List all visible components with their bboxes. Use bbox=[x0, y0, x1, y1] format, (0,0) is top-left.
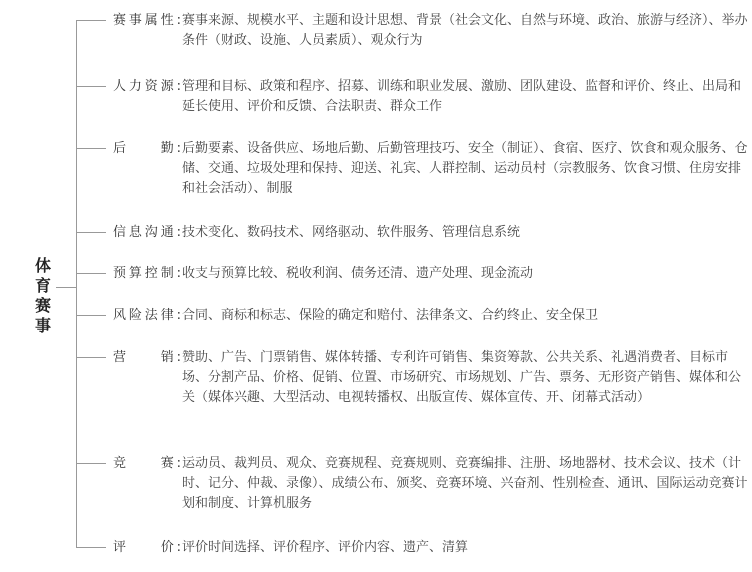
category-items: 合同、商标和标志、保险的确定和赔付、法律条文、合约终止、安全保卫 bbox=[182, 308, 599, 323]
branch-line-budget bbox=[76, 273, 106, 274]
branch-line-attributes bbox=[76, 20, 106, 21]
category-label: 赛事属性: bbox=[113, 13, 181, 28]
category-label: 后 勤: bbox=[113, 141, 181, 156]
category-items: 技术变化、数码技术、网络驱动、软件服务、管理信息系统 bbox=[182, 225, 521, 240]
branch-line-competition bbox=[76, 463, 106, 464]
category-label: 竞 赛: bbox=[113, 456, 181, 471]
category-items: 赛事来源、规模水平、主题和设计思想、背景（社会文化、自然与环境、政治、旅游与经济）、举办条件（财政、设施、人员素质）、观众行为 bbox=[182, 13, 748, 48]
branch-line-marketing bbox=[76, 357, 106, 358]
category-items: 运动员、裁判员、观众、竞赛规程、竞赛规则、竞赛编排、注册、场地器材、技术会议、技术（计时、记分、仲裁、录像）、成绩公布、颁奖、竞赛环境、兴奋剂、性别检查、通讯、国际运动竞赛计划和制度、计算机服务 bbox=[182, 456, 748, 511]
branch-line-logistics bbox=[76, 148, 106, 149]
root-connector-line bbox=[56, 287, 76, 288]
branch-line-information bbox=[76, 232, 106, 233]
branch-line-human-resources bbox=[76, 86, 106, 87]
category-label: 预算控制: bbox=[113, 266, 181, 281]
branch-line-risk-legal bbox=[76, 315, 106, 316]
category-label: 风险法律: bbox=[113, 308, 181, 323]
branch-line-evaluation bbox=[76, 547, 106, 548]
category-items: 赞助、广告、门票销售、媒体转播、专利许可销售、集资筹款、公共关系、礼遇消费者、目标市场、分割产品、价格、促销、位置、市场研究、市场规划、广告、票务、无形资产销售、媒体和公关（媒体兴趣、大型活动、电视转播权、出版宣传、媒体宣传、开、闭幕式活动） bbox=[182, 350, 742, 405]
category-label: 评 价: bbox=[113, 540, 181, 555]
category-items: 收支与预算比较、税收利润、债务还清、遗产处理、现金流动 bbox=[182, 266, 534, 281]
category-label: 人力资源: bbox=[113, 79, 181, 94]
category-items: 管理和目标、政策和程序、招募、训练和职业发展、激励、团队建设、监督和评价、终止、出局和延长使用、评价和反馈、合法职责、群众工作 bbox=[182, 79, 742, 114]
category-items: 后勤要素、设备供应、场地后勤、后勤管理技巧、安全（制证）、食宿、医疗、饮食和观众服务、仓储、交通、垃圾处理和保持、迎送、礼宾、人群控制、运动员村（宗教服务、饮食习惯、住房安排和社会活动）、制服 bbox=[182, 141, 748, 196]
category-label: 信息沟通: bbox=[113, 225, 181, 240]
bracket-spine-line bbox=[76, 20, 77, 548]
root-label: 体育赛事 bbox=[34, 256, 51, 335]
category-items: 评价时间选择、评价程序、评价内容、遗产、清算 bbox=[182, 540, 469, 555]
category-label: 营 销: bbox=[113, 350, 181, 365]
